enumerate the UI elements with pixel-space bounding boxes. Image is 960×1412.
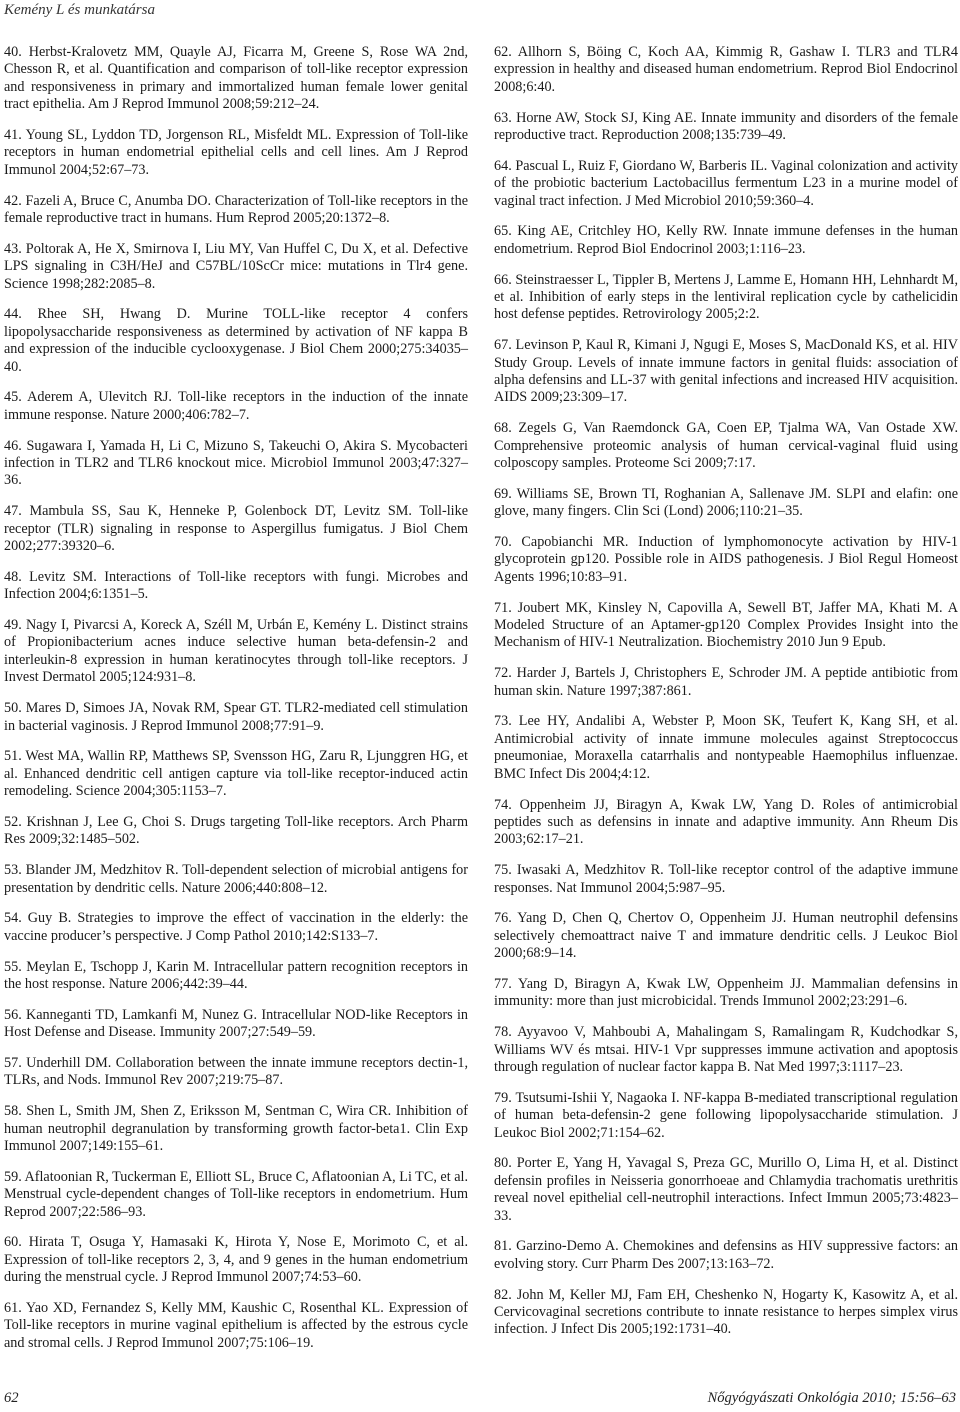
reference-item: 76. Yang D, Chen Q, Chertov O, Oppenheim JJ. Human neutrophil defensins selectively chemoattract naive T and immature dendritic cells. J Leukoc Biol 2000;68:9–14.	[494, 910, 958, 962]
reference-item: 44. Rhee SH, Hwang D. Murine TOLL-like receptor 4 confers lipopolysaccharide responsiveness as determined by activation of NF kappa B and expression of the inducible cyclooxygenase. J Biol Chem 2000;275:34035–40.	[4, 306, 468, 375]
reference-item: 45. Aderem A, Ulevitch RJ. Toll-like receptors in the induction of the innate immune response. Nature 2000;406:782–7.	[4, 389, 468, 423]
reference-item: 66. Steinstraesser L, Tippler B, Mertens J, Lamme E, Homann HH, Lehnhardt M, et al. Inhibition of early steps in the lentiviral replication cycle by cathelicidin host defense peptides. Retrovirology 2005;2:2.	[494, 271, 958, 323]
reference-item: 60. Hirata T, Osuga Y, Hamasaki K, Hirota Y, Nose E, Morimoto C, et al. Expression of toll-like receptors 2, 3, 4, and 9 genes in the human endometrium during the menstrual cycle. J Reprod Immunol 2007;74:53–60.	[4, 1234, 468, 1286]
reference-item: 72. Harder J, Bartels J, Christophers E, Schroder JM. A peptide antibiotic from human skin. Nature 1997;387:861.	[494, 665, 958, 699]
reference-item: 52. Krishnan J, Lee G, Choi S. Drugs targeting Toll-like receptors. Arch Pharm Res 2009;32:1485–502.	[4, 813, 468, 848]
reference-item: 65. King AE, Critchley HO, Kelly RW. Innate immune defenses in the human endometrium. Reprod Biol Endocrinol 2003;1:116–23.	[494, 223, 958, 257]
reference-item: 42. Fazeli A, Bruce C, Anumba DO. Characterization of Toll-like receptors in the female reproductive tract in humans. Hum Reprod 2005;20:1372–8.	[4, 192, 468, 227]
reference-item: 49. Nagy I, Pivarcsi A, Koreck A, Széll M, Urbán E, Kemény L. Distinct strains of Propionibacterium acnes induce selective human beta-defensin-2 and interleukin-8 expression in human keratinocytes through toll-like receptors. J Invest Dermatol 2005;124:931–8.	[4, 617, 468, 686]
reference-item: 48. Levitz SM. Interactions of Toll-like receptors with fungi. Microbes and Infection 2004;6:1351–5.	[4, 568, 468, 603]
reference-item: 43. Poltorak A, He X, Smirnova I, Liu MY, Van Huffel C, Du X, et al. Defective LPS signaling in C3H/HeJ and C57BL/10ScCr mice: mutations in Tlr4 gene. Science 1998;282:2085–8.	[4, 240, 468, 292]
reference-item: 40. Herbst-Kralovetz MM, Quayle AJ, Ficarra M, Greene S, Rose WA 2nd, Chesson R, et al. Quantification and comparison of toll-like receptor expression and responsiveness in primary and immortalized human female lower genital tract epithelia. Am J Reprod Immunol 2008;59:212–24.	[4, 44, 468, 113]
reference-item: 74. Oppenheim JJ, Biragyn A, Kwak LW, Yang D. Roles of antimicrobial peptides such as defensins in innate and adaptive immunity. Ann Rheum Dis 2003;62:17–21.	[494, 796, 958, 848]
journal-citation: Nőgyógyászati Onkológia 2010; 15:56–63	[707, 1390, 956, 1406]
reference-item: 75. Iwasaki A, Medzhitov R. Toll-like receptor control of the adaptive immune responses. Nat Immunol 2004;5:987–95.	[494, 862, 958, 896]
page-number: 62	[4, 1390, 19, 1406]
reference-item: 58. Shen L, Smith JM, Shen Z, Eriksson M, Sentman C, Wira CR. Inhibition of human neutrophil degranulation by transforming growth factor-beta1. Clin Exp Immunol 2007;149:155–61.	[4, 1103, 468, 1154]
reference-item: 78. Ayyavoo V, Mahboubi A, Mahalingam S, Ramalingam R, Kudchodkar S, Williams WV és mtsai. HIV-1 Vpr suppresses immune activation and apoptosis through regulation of nuclear factor kappa B. Nat Med 1997;3:1117–23.	[494, 1024, 958, 1075]
reference-item: 79. Tsutsumi-Ishii Y, Nagaoka I. NF-kappa B-mediated transcriptional regulation of human beta-defensin-2 gene following lipopolysaccharide stimulation. J Leukoc Biol 2002;71:154–62.	[494, 1089, 958, 1141]
reference-item: 56. Kanneganti TD, Lamkanfi M, Nunez G. Intracellular NOD-like Receptors in Host Defense and Disease. Immunity 2007;27:549–59.	[4, 1006, 468, 1041]
reference-item: 81. Garzino-Demo A. Chemokines and defensins as HIV suppressive factors: an evolving story. Curr Pharm Des 2007;13:163–72.	[494, 1238, 958, 1272]
reference-item: 80. Porter E, Yang H, Yavagal S, Preza GC, Murillo O, Lima H, et al. Distinct defensin profiles in Neisseria gonorrhoeae and Chlamydia trachomatis urethritis reveal novel epithelial cell-neutrophil interactions. Infect Immun 2005;73:4823–33.	[494, 1155, 958, 1224]
reference-list-left	[4, 44, 468, 1366]
reference-item: 51. West MA, Wallin RP, Matthews SP, Svensson HG, Zaru R, Ljunggren HG, et al. Enhanced dendritic cell antigen capture via toll-like receptor-induced actin remodeling. Science 2004;305:1153–7.	[4, 748, 468, 800]
reference-item: 62. Allhorn S, Böing C, Koch AA, Kimmig R, Gashaw I. TLR3 and TLR4 expression in healthy and diseased human endometrium. Reprod Biol Endocrinol 2008;6:40.	[494, 44, 958, 95]
reference-item: 55. Meylan E, Tschopp J, Karin M. Intracellular pattern recognition receptors in the host response. Nature 2006;442:39–44.	[4, 958, 468, 992]
reference-item: 82. John M, Keller MJ, Fam EH, Cheshenko N, Hogarty K, Kasowitz A, et al. Cervicovaginal secretions contribute to innate resistance to herpes simplex virus infection. J Infect Dis 2005;192:1731–40.	[494, 1286, 958, 1338]
reference-item: 77. Yang D, Biragyn A, Kwak LW, Oppenheim JJ. Mammalian defensins in immunity: more than just microbicidal. Trends Immunol 2002;23:291–6.	[494, 975, 958, 1010]
reference-item: 67. Levinson P, Kaul R, Kimani J, Ngugi E, Moses S, MacDonald KS, et al. HIV Study Group. Levels of innate immune factors in genital fluids: association of alpha defensins and LL-37 with genital infections and increased HIV acquisition. AIDS 2009;23:309–17.	[494, 337, 958, 406]
reference-item: 50. Mares D, Simoes JA, Novak RM, Spear GT. TLR2-mediated cell stimulation in bacterial vaginosis. J Reprod Immunol 2008;77:91–9.	[4, 700, 468, 734]
reference-item: 47. Mambula SS, Sau K, Henneke P, Golenbock DT, Levitz SM. Toll-like receptor (TLR) signaling in response to Aspergillus fumigatus. J Biol Chem 2002;277:39320–6.	[4, 503, 468, 555]
reference-item: 64. Pascual L, Ruiz F, Giordano W, Barberis IL. Vaginal colonization and activity of the probiotic bacterium Lactobacillus fermentum L23 in a murine model of vaginal tract infection. J Med Microbiol 2010;59:360–4.	[494, 157, 958, 209]
reference-item: 69. Williams SE, Brown TI, Roghanian A, Sallenave JM. SLPI and elafin: one glove, many fingers. Clin Sci (Lond) 2006;110:21–35.	[494, 485, 958, 520]
reference-item: 71. Joubert MK, Kinsley N, Capovilla A, Sewell BT, Jaffer MA, Khati M. A Modeled Structure of an Aptamer-gp120 Complex Provides Insight into the Mechanism of HIV-1 Neutralization. Biochemistry 2010 Jun 9 Epub.	[494, 599, 958, 651]
running-header: Kemény L és munkatársa	[4, 2, 155, 18]
reference-item: 59. Aflatoonian R, Tuckerman E, Elliott SL, Bruce C, Aflatoonian A, Li TC, et al. Menstrual cycle-dependent changes of Toll-like receptors in endometrium. Hum Reprod 2007;22:586–93.	[4, 1168, 468, 1220]
reference-item: 54. Guy B. Strategies to improve the effect of vaccination in the elderly: the vaccine producer’s perspective. J Comp Pathol 2010;142:S133–7.	[4, 910, 468, 944]
reference-item: 57. Underhill DM. Collaboration between the innate immune receptors dectin-1, TLRs, and Nods. Immunol Rev 2007;219:75–87.	[4, 1054, 468, 1089]
reference-item: 61. Yao XD, Fernandez S, Kelly MM, Kaushic C, Rosenthal KL. Expression of Toll-like receptors in murine vaginal epithelium is affected by the estrous cycle and stromal cells. J Reprod Immunol 2007;75:106–19.	[4, 1299, 468, 1351]
reference-item: 46. Sugawara I, Yamada H, Li C, Mizuno S, Takeuchi O, Akira S. Mycobacteri infection in TLR2 and TLR6 knockout mice. Microbiol Immunol 2003;47:327–36.	[4, 437, 468, 489]
reference-item: 53. Blander JM, Medzhitov R. Toll-dependent selection of microbial antigens for presentation by dendritic cells. Nature 2006;440:808–12.	[4, 862, 468, 896]
reference-item: 41. Young SL, Lyddon TD, Jorgenson RL, Misfeldt ML. Expression of Toll-like receptors in human endometrial epithelial cells and cell lines. Am J Reprod Immunol 2004;52:67–73.	[4, 127, 468, 178]
reference-item: 73. Lee HY, Andalibi A, Webster P, Moon SK, Teufert K, Kang SH, et al. Antimicrobial activity of innate immune molecules against Streptococcus pneumoniae, Moraxella catarrhalis and nontypeable Haemophilus influenzae. BMC Infect Dis 2004;4:12.	[494, 713, 958, 782]
reference-item: 68. Zegels G, Van Raemdonck GA, Coen EP, Tjalma WA, Van Ostade XW. Comprehensive proteomic analysis of human cervical-vaginal fluid using colposcopy samples. Proteome Sci 2009;7:17.	[494, 420, 958, 472]
reference-item: 63. Horne AW, Stock SJ, King AE. Innate immunity and disorders of the female reproductive tract. Reproduction 2008;135:739–49.	[494, 109, 958, 144]
reference-item: 70. Capobianchi MR. Induction of lymphomonocyte activation by HIV-1 glycoprotein gp120. Possible role in AIDS pathogenesis. J Biol Regul Homeost Agents 1996;10:83–91.	[494, 534, 958, 585]
reference-list-right	[494, 44, 958, 1352]
